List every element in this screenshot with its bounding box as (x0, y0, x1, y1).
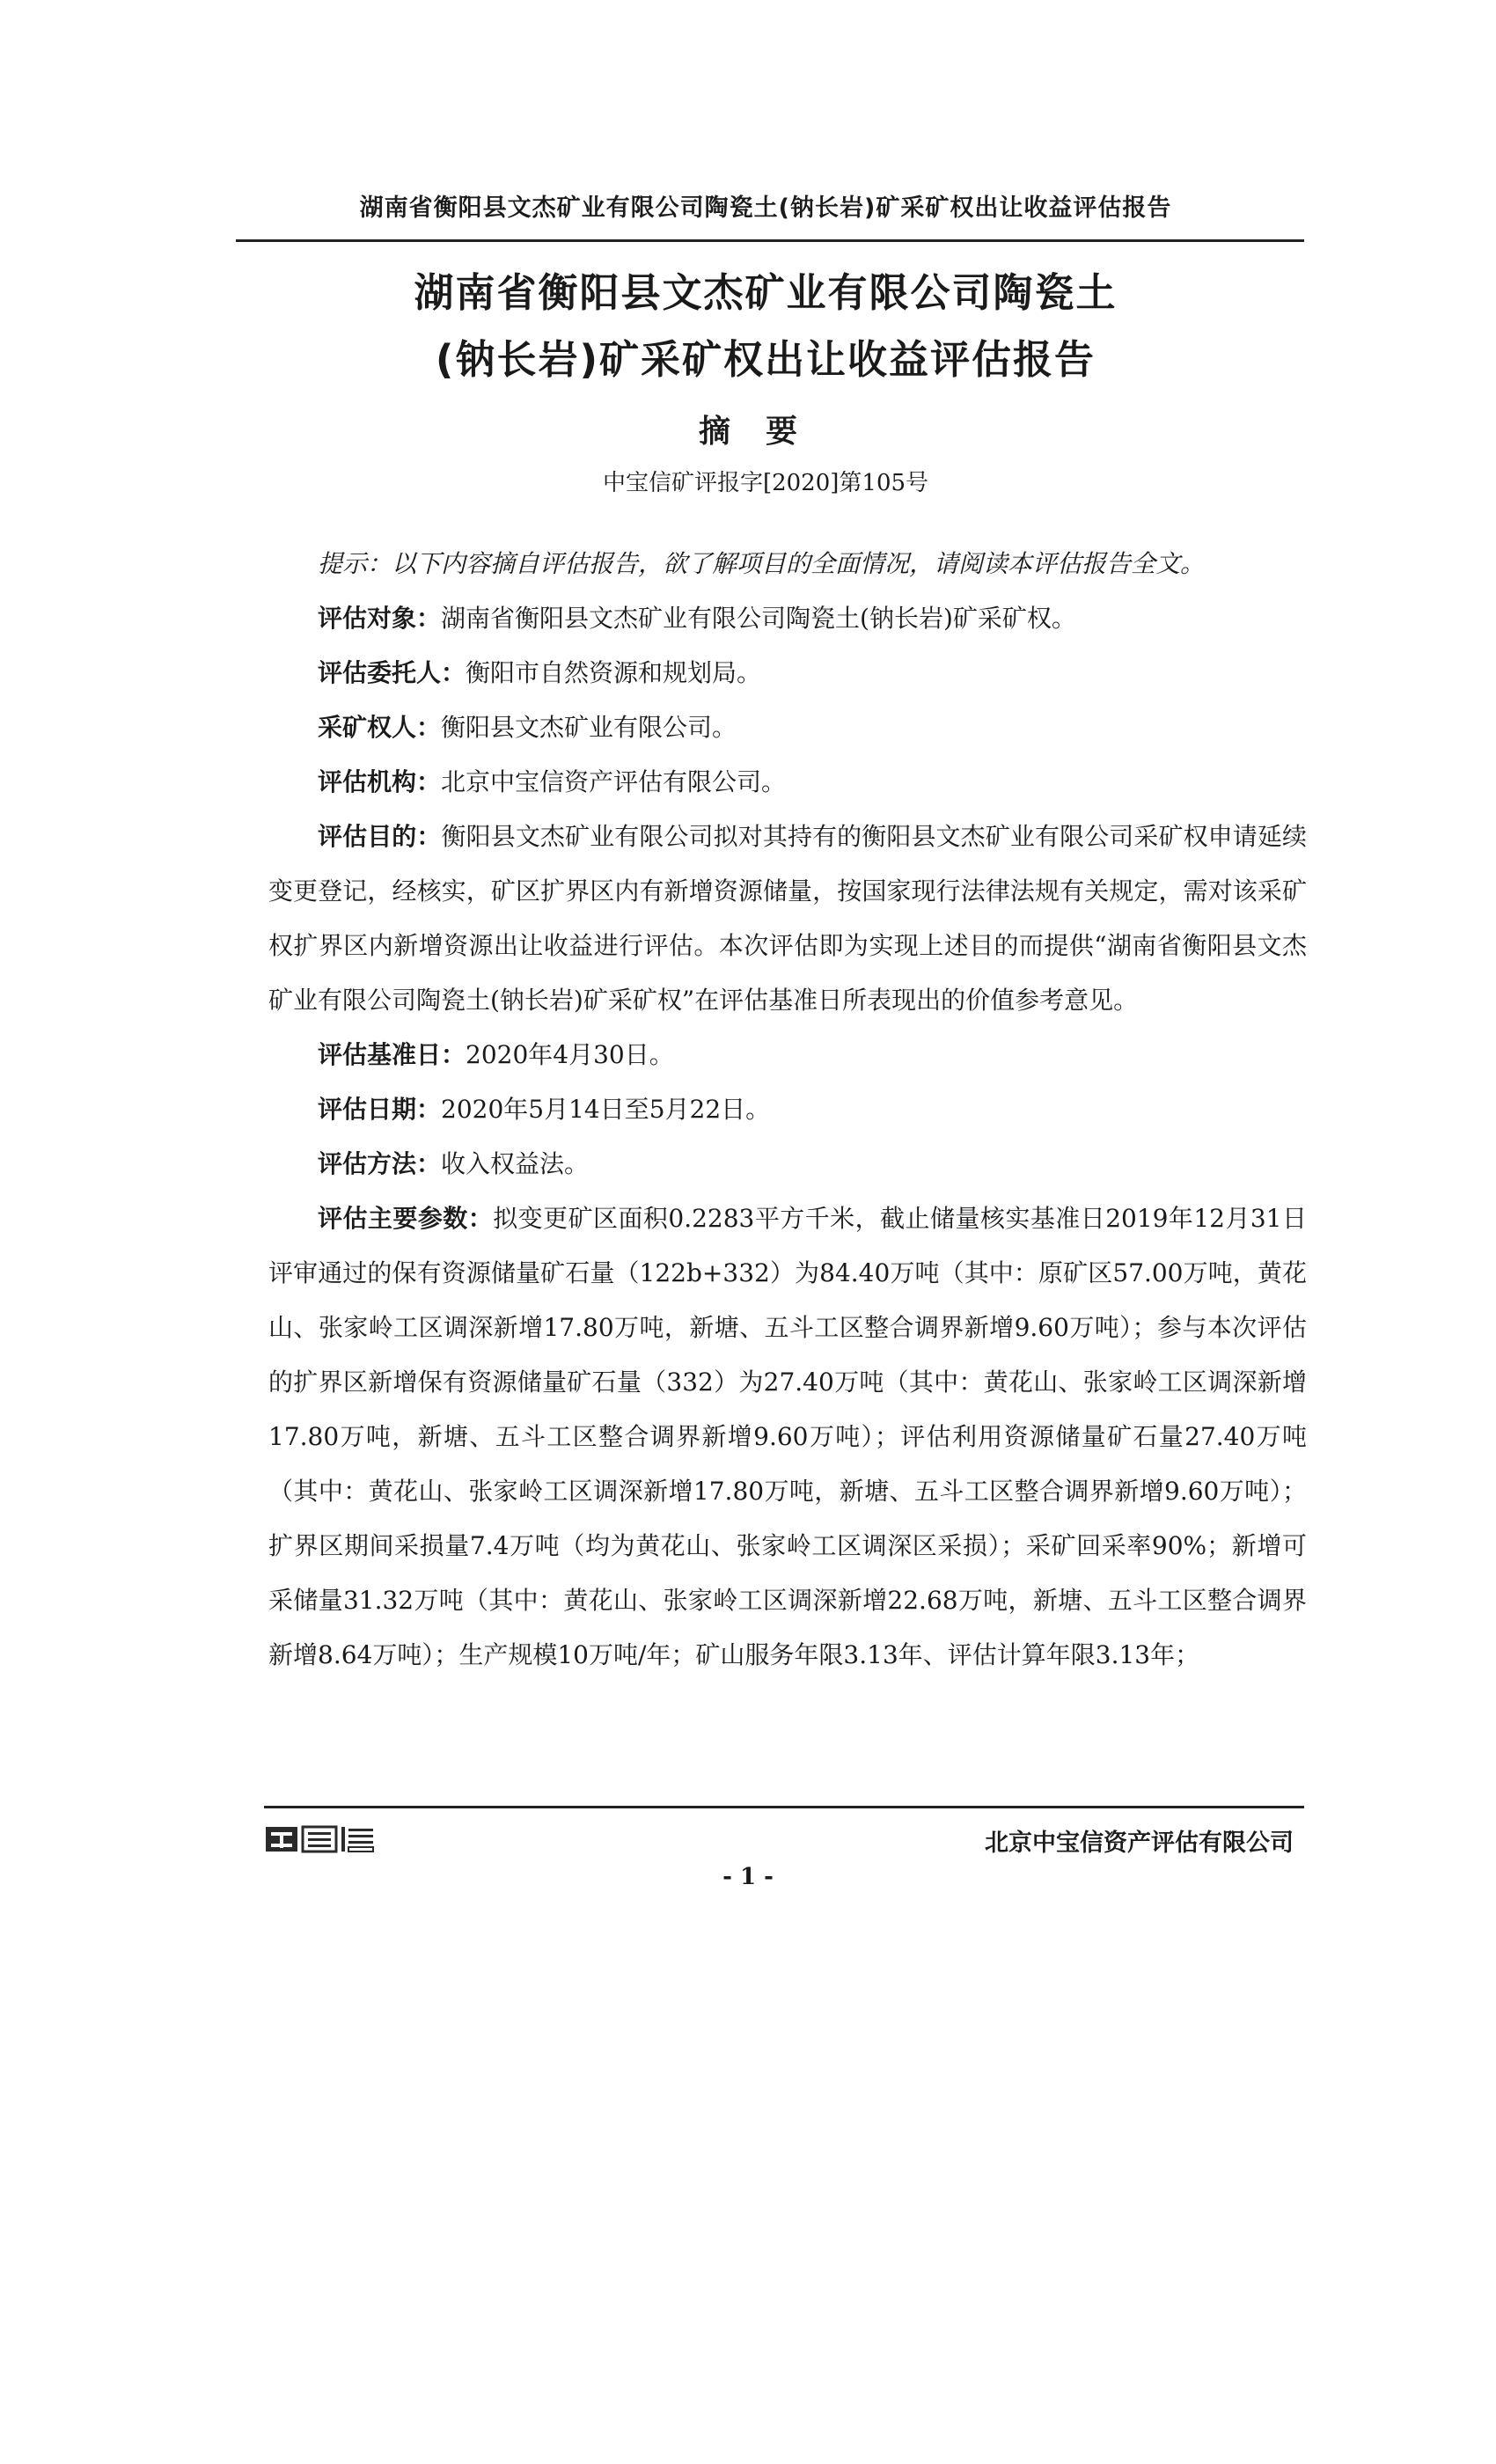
abstract-heading: 摘要 (698, 414, 832, 450)
item-evaluation-agency (268, 755, 1307, 810)
item-label: 评估主要参数： (318, 1204, 494, 1233)
item-text: 衡阳县文杰矿业有限公司拟对其持有的衡阳县文杰矿业有限公司采矿权申请延续变更登记，经核实，矿区扩界区内有新增资源储量，按国家现行法律法规有关规定，需对该采矿权扩界区内新增资源出让收益进行评估。本次评估即为实现上述目的而提供“湖南省衡阳县文杰矿业有限公司陶瓷土(钠长岩)矿采矿权”在评估基准日所表现出的价值参考意见。 (268, 822, 1307, 1015)
page-number: - 1 - (722, 1864, 774, 1890)
item-evaluation-purpose (268, 810, 1307, 1028)
item-evaluation-method (268, 1137, 1307, 1192)
company-logo-icon (264, 1822, 377, 1857)
item-label: 采矿权人： (318, 713, 442, 742)
item-label: 评估日期： (318, 1095, 442, 1124)
footer-divider (264, 1806, 1304, 1808)
item-text: 2020年5月14日至5月22日。 (441, 1095, 771, 1124)
item-base-date (268, 1028, 1307, 1082)
abstract-body (268, 537, 1307, 1683)
item-label: 评估委托人： (318, 658, 466, 687)
item-text: 衡阳县文杰矿业有限公司。 (441, 713, 737, 742)
running-header: 湖南省衡阳县文杰矿业有限公司陶瓷土(钠长岩)矿采矿权出让收益评估报告 (359, 194, 1172, 222)
item-mining-right-holder (268, 700, 1307, 755)
item-label: 评估方法： (318, 1149, 442, 1178)
item-text: 拟变更矿区面积0.2283平方千米，截止储量核实基准日2019年12月31日评审通过的保有资源储量矿石量（122b+332）为84.40万吨（其中：原矿区57.00万吨，黄花山、张家岭工区调深新增17.80万吨，新塘、五斗工区整合调界新增9.60万吨）；参与本次评估的扩界区新增保有资源储量矿石量（332）为27.40万吨（其中：黄花山、张家岭工区调深新增17.80万吨，新塘、五斗工区整合调界新增9.60万吨）；评估利用资源储量矿石量27.40万吨（其中：黄花山、张家岭工区调深新增17.80万吨，新塘、五斗工区整合调界新增9.60万吨）；扩界区期间采损量7.4万吨（均为黄花山、张家岭工区调深区采损）；采矿回采率90%；新增可采储量31.32万吨（其中：黄花山、张家岭工区调深新增22.68万吨，新塘、五斗工区整合调界新增8.64万吨）；生产规模10万吨/年；矿山服务年限3.13年、评估计算年限3.13年； (268, 1204, 1307, 1669)
footer-company-name: 北京中宝信资产评估有限公司 (985, 1830, 1294, 1857)
item-evaluation-period (268, 1082, 1307, 1137)
item-client (268, 646, 1307, 700)
notice-paragraph: 提示：以下内容摘自评估报告，欲了解项目的全面情况，请阅读本评估报告全文。 (318, 549, 1206, 578)
report-number: 中宝信矿评报字[2020]第105号 (602, 470, 929, 496)
item-label: 评估机构： (318, 767, 442, 796)
item-evaluation-object (268, 591, 1307, 646)
report-title-line-2: (钠长岩)矿采矿权出让收益评估报告 (435, 336, 1096, 383)
item-text: 湖南省衡阳县文杰矿业有限公司陶瓷土(钠长岩)矿采矿权。 (441, 604, 1076, 633)
item-label: 评估对象： (318, 604, 442, 633)
item-text: 收入权益法。 (441, 1149, 590, 1178)
report-title-line-1: 湖南省衡阳县文杰矿业有限公司陶瓷土 (414, 269, 1118, 316)
item-text: 北京中宝信资产评估有限公司。 (441, 767, 787, 796)
item-text: 2020年4月30日。 (466, 1040, 674, 1069)
item-text: 衡阳市自然资源和规划局。 (466, 658, 762, 687)
item-label: 评估基准日： (318, 1040, 466, 1069)
item-main-parameters (268, 1192, 1307, 1683)
item-label: 评估目的： (318, 822, 442, 851)
header-divider (236, 239, 1304, 242)
